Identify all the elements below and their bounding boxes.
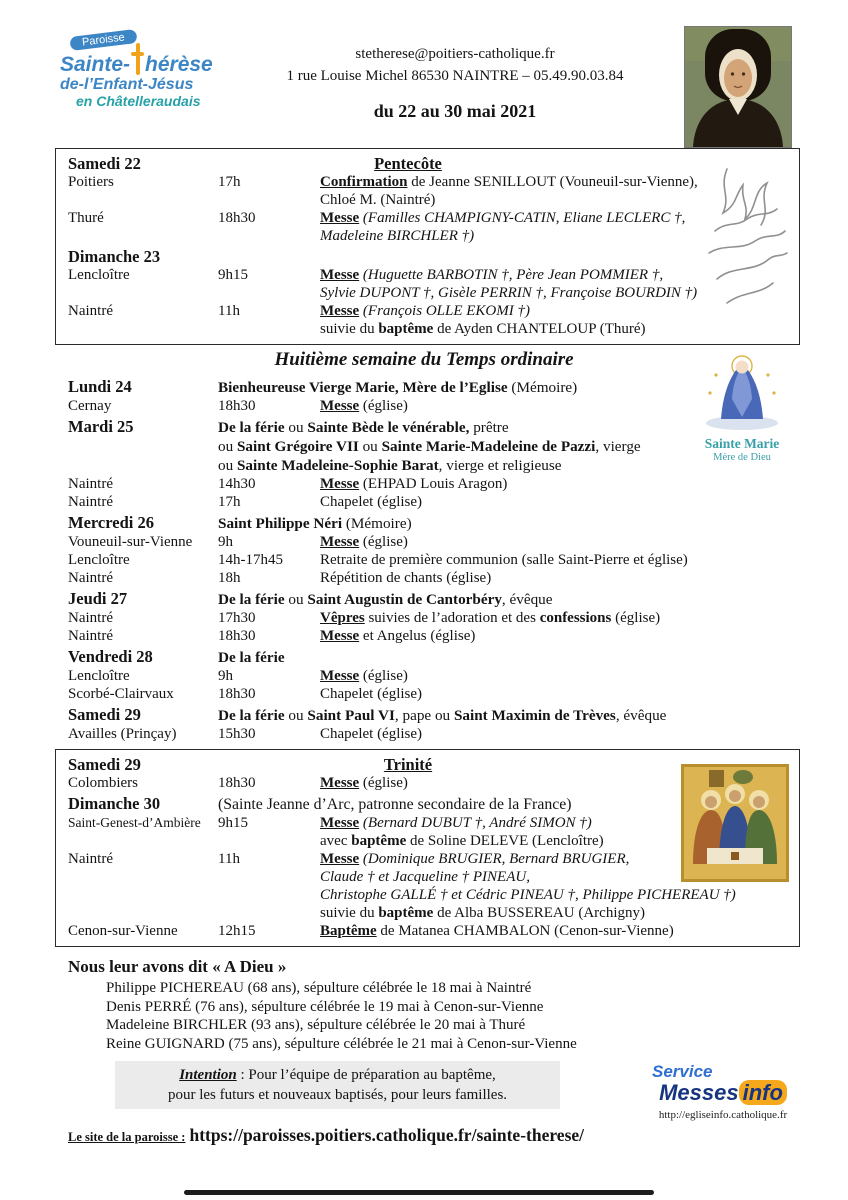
place: Lencloître [68, 552, 130, 568]
description-line [320, 667, 788, 685]
place: Naintré [68, 494, 113, 510]
intention-label: Intention [179, 1067, 237, 1083]
title-line [218, 418, 788, 437]
day-feast-title [218, 590, 788, 609]
messesinfo-service-text: Service [652, 1062, 713, 1081]
obituaries-heading: Nous leur avons dit « A Dieu » [68, 957, 287, 976]
schedule-row [68, 173, 787, 209]
description-line [320, 685, 788, 703]
day-header [68, 377, 788, 397]
text-segment: (église) [359, 398, 408, 414]
description [320, 173, 787, 209]
day-label: Vendredi 28 [68, 647, 153, 666]
text-segment: Chapelet (église) [320, 686, 423, 702]
title-line [218, 378, 788, 397]
text-segment: Confirmation [320, 174, 408, 190]
day-header [68, 755, 787, 774]
title-line [218, 437, 788, 456]
day-header [68, 589, 788, 609]
description-line [320, 832, 787, 850]
text-segment: Claude † et Jacqueline † PINEAU, [320, 869, 530, 885]
pentecost-schedule [68, 154, 787, 338]
trinity-schedule [68, 755, 787, 940]
saint-therese-photo [684, 26, 792, 148]
weekday-section [0, 373, 848, 745]
logo-name-pre: Sainte- [60, 52, 131, 76]
intention-line1 [123, 1065, 552, 1085]
title-line [218, 590, 788, 609]
place: Vouneuil-sur-Vienne [68, 534, 193, 550]
place: Naintré [68, 851, 113, 867]
time: 14h30 [218, 476, 256, 492]
text-segment: Messe [320, 303, 360, 319]
description-line [320, 533, 788, 551]
text-segment: (église) [611, 610, 661, 626]
place: Cernay [68, 398, 112, 414]
text-segment: suivie du [320, 905, 379, 921]
description [320, 397, 788, 415]
text-segment: , vierge [595, 438, 641, 455]
text-segment: De la férie [218, 649, 285, 666]
day-label: Mercredi 26 [68, 513, 154, 532]
day-feast-title [218, 514, 788, 533]
schedule-row [68, 922, 787, 940]
text-segment: Répétition de chants (église) [320, 570, 492, 586]
text-segment: Messe [320, 815, 360, 831]
place: Scorbé-Clairvaux [68, 686, 174, 702]
time: 18h [218, 570, 241, 586]
description-line [320, 850, 787, 868]
description-line [320, 886, 787, 904]
text-segment: Messe [320, 668, 360, 684]
day-header [68, 647, 788, 667]
section-feast-title [218, 154, 598, 173]
text-segment: (Dominique BRUGIER, Bernard BRUGIER, [362, 851, 630, 867]
schedule-row [68, 551, 788, 569]
text-segment: de Matanea CHAMBALON (Cenon-sur-Vienne) [376, 923, 674, 939]
parish-site-url[interactable]: https://paroisses.poitiers.catholique.fr/sainte-therese/ [189, 1125, 585, 1145]
place: Saint-Genest-d’Ambière [68, 815, 201, 830]
time: 9h [218, 534, 233, 550]
text-segment: ou [284, 707, 308, 724]
logo-subtitle: de-l’Enfant-Jésus [60, 76, 194, 94]
text-segment: Bienheureuse Vierge Marie, Mère de l’Eglise [218, 379, 508, 396]
day-feast-title [218, 418, 788, 475]
day-feast-title [218, 378, 788, 397]
obituaries-list [68, 979, 800, 1053]
description [320, 814, 787, 850]
place: Colombiers [68, 775, 138, 791]
text-segment: de Ayden CHANTELOUP (Thuré) [433, 321, 646, 337]
time: 18h30 [218, 628, 256, 644]
text-segment: (église) [359, 534, 408, 550]
schedule-row [68, 493, 788, 511]
logo-region: en Châtelleraudais [76, 93, 201, 110]
text-segment: Messe [320, 210, 360, 226]
time: 17h [218, 494, 241, 510]
day-label: Samedi 29 [68, 705, 141, 724]
day-header [68, 154, 787, 173]
text-segment: Sainte Marie-Madeleine de Pazzi [381, 438, 596, 455]
place: Thuré [68, 210, 104, 226]
schedule-row [68, 397, 788, 415]
place: Naintré [68, 476, 113, 492]
pentecost-section [55, 148, 800, 345]
intention-text2: pour les futurs et nouveaux baptisés, pour leurs familles. [167, 1087, 508, 1103]
text-segment: Chapelet (église) [320, 726, 423, 742]
description-line [320, 725, 788, 743]
text-segment: Madeleine BIRCHLER †) [320, 228, 475, 244]
text-segment: (Mémoire) [342, 515, 412, 532]
schedule-row [68, 569, 788, 587]
text-segment: Chloé M. (Naintré) [320, 192, 436, 208]
text-segment: Sainte Madeleine-Sophie Barat [236, 457, 439, 474]
text-segment: (église) [359, 775, 408, 791]
obituaries-section [0, 951, 848, 1053]
description-line [320, 302, 787, 320]
description [320, 475, 788, 493]
description [320, 627, 788, 645]
text-segment: Messe [320, 267, 360, 283]
intention-box [115, 1061, 560, 1109]
scan-edge-artifact [184, 1190, 654, 1195]
description [320, 569, 788, 587]
description [320, 667, 788, 685]
text-segment: ou [358, 438, 382, 455]
schedule-row [68, 814, 787, 850]
place: Cenon-sur-Vienne [68, 923, 178, 939]
text-segment: Messe [320, 398, 360, 414]
obituary-entry: Philippe PICHEREAU (68 ans), sépulture célébrée le 18 mai à Naintré [106, 980, 532, 996]
date-range: du 22 au 30 mai 2021 [373, 101, 537, 121]
parish-site-line [68, 1125, 584, 1146]
day-header [68, 513, 788, 533]
time: 18h30 [218, 210, 256, 226]
description [320, 850, 787, 922]
text-segment: Sainte Bède le vénérable, [307, 419, 470, 436]
text-segment: baptême [378, 321, 434, 337]
text-segment: Saint Paul VI [307, 707, 395, 724]
day-label: Samedi 22 [68, 154, 141, 173]
description [320, 209, 787, 245]
text-segment: baptême [351, 833, 407, 849]
time: 11h [218, 303, 240, 319]
description-line [320, 493, 788, 511]
text-segment: (Huguette BARBOTIN †, Père Jean POMMIER †, [362, 267, 664, 283]
weekday-schedule [68, 377, 788, 743]
description-line [320, 227, 787, 245]
parish-site-label: Le site de la paroisse : [68, 1130, 186, 1144]
text-segment: ou [284, 419, 308, 436]
text-segment: de Jeanne SENILLOUT (Vouneuil-sur-Vienne), [407, 174, 698, 190]
time: 15h30 [218, 726, 256, 742]
description-line [320, 173, 787, 191]
intention-text1: : Pour l’équipe de préparation au baptême, [236, 1067, 496, 1083]
description-line [320, 814, 787, 832]
day-inline-note: (Sainte Jeanne d’Arc, patronne secondaire de la France) [218, 796, 572, 813]
text-segment: (Bernard DUBUT †, André SIMON †) [362, 815, 592, 831]
text-segment: (François OLLE EKOMI †) [362, 303, 530, 319]
description-line [320, 209, 787, 227]
text-segment: Messe [320, 851, 360, 867]
description-line [320, 904, 787, 922]
description-line [320, 609, 788, 627]
description-line [320, 774, 787, 792]
description [320, 551, 788, 569]
text-segment: Messe [320, 534, 360, 550]
place: Naintré [68, 570, 113, 586]
messesinfo-info-badge: info [739, 1080, 787, 1105]
text-segment: (EHPAD Louis Aragon) [359, 476, 508, 492]
schedule-row [68, 627, 788, 645]
description [320, 533, 788, 551]
time: 18h30 [218, 686, 256, 702]
trinity-section [55, 749, 800, 947]
text-segment: prêtre [469, 419, 509, 436]
section-feast-title [218, 755, 598, 774]
time: 14h-17h45 [218, 552, 283, 568]
text-segment: Pentecôte [374, 154, 442, 173]
description-line [320, 569, 788, 587]
time: 11h [218, 851, 240, 867]
title-line [218, 456, 788, 475]
mary-caption-line2: Mère de Dieu [713, 452, 771, 463]
logo-name-post: hérèse [145, 52, 213, 76]
description-line [320, 922, 787, 940]
text-segment: (Mémoire) [507, 379, 578, 396]
text-segment: confessions [539, 610, 612, 626]
text-segment: De la férie [218, 419, 285, 436]
place: Lencloître [68, 267, 130, 283]
text-segment: Chapelet (église) [320, 494, 423, 510]
text-segment: Sylvie DUPONT †, Gisèle PERRIN †, Françoise BOURDIN †) [320, 285, 698, 301]
text-segment: De la férie [218, 707, 285, 724]
messesinfo-logo [638, 1063, 808, 1121]
time: 9h15 [218, 267, 248, 283]
text-segment: Vêpres [320, 610, 365, 626]
schedule-row [68, 667, 788, 685]
description-line [320, 475, 788, 493]
schedule-row [68, 266, 787, 302]
contact-address: 1 rue Louise Michel 86530 NAINTRE – 05.49.90.03.84 [286, 68, 624, 84]
text-segment: Retraite de première communion (salle Saint-Pierre et église) [320, 552, 688, 568]
text-segment: Saint Grégoire VII [236, 438, 359, 455]
text-segment: Saint Maximin de Trèves [453, 707, 616, 724]
title-line [218, 706, 788, 725]
description-line [320, 627, 788, 645]
description [320, 774, 787, 792]
text-segment: De la férie [218, 591, 285, 608]
text-segment: de Alba BUSSEREAU (Archigny) [433, 905, 645, 921]
text-segment: Messe [320, 775, 360, 791]
obituary-entry: Madeleine BIRCHLER (93 ans), sépulture célébrée le 20 mai à Thuré [106, 1017, 526, 1033]
text-segment: baptême [378, 905, 434, 921]
description-line [320, 320, 787, 338]
text-segment: Messe [320, 476, 360, 492]
messesinfo-messes-text: Messes [659, 1080, 739, 1105]
text-segment: Messe [320, 628, 360, 644]
text-segment: (Familles CHAMPIGNY-CATIN, Eliane LECLERC †, [362, 210, 686, 226]
day-label: Samedi 29 [68, 755, 141, 774]
text-segment: Christophe GALLÉ † et Cédric PINEAU †, Philippe PICHEREAU †) [320, 887, 736, 903]
schedule-row [68, 685, 788, 703]
time: 9h [218, 668, 233, 684]
day-feast-title [218, 706, 788, 725]
description-line [320, 868, 787, 886]
week-heading: Huitième semaine du Temps ordinaire [274, 349, 574, 370]
description-line [320, 397, 788, 415]
place: Naintré [68, 628, 113, 644]
saint-therese-portrait-art [685, 27, 791, 147]
day-label: Dimanche 30 [68, 794, 161, 813]
description [320, 685, 788, 703]
day-header [68, 247, 787, 266]
day-feast-title [218, 648, 788, 667]
obituary-entry: Denis PERRÉ (76 ans), sépulture célébrée le 19 mai à Cenon-sur-Vienne [106, 998, 544, 1015]
text-segment: ou [284, 591, 308, 608]
logo-paroisse-ribbon: Paroisse [69, 29, 137, 51]
description-line [320, 191, 787, 209]
schedule-row [68, 209, 787, 245]
time: 9h15 [218, 815, 248, 831]
schedule-row [68, 725, 788, 743]
text-segment: , évêque [615, 707, 667, 724]
day-label: Jeudi 27 [68, 589, 128, 608]
text-segment: , pape ou [394, 707, 454, 724]
description-line [320, 266, 787, 284]
time: 18h30 [218, 775, 256, 791]
text-segment: Trinité [383, 755, 433, 774]
text-segment: de Soline DELEVE (Lencloître) [406, 833, 604, 849]
day-header [68, 417, 788, 475]
description [320, 922, 787, 940]
description [320, 266, 787, 302]
description-line [320, 551, 788, 569]
place: Availles (Prinçay) [68, 726, 177, 742]
messesinfo-wordmark [638, 1081, 808, 1105]
text-segment: Saint Philippe Néri [218, 515, 343, 532]
mary-caption-line1: Sainte Marie [704, 436, 780, 451]
text-segment: suivies de l’adoration et des [364, 610, 540, 626]
schedule-row [68, 609, 788, 627]
text-segment: avec [320, 833, 352, 849]
text-segment: ou [218, 457, 237, 474]
day-label: Dimanche 23 [68, 247, 161, 266]
time: 18h30 [218, 398, 256, 414]
contact-email[interactable]: stetherese@poitiers-catholique.fr [355, 46, 555, 62]
place: Poitiers [68, 174, 114, 190]
text-segment: ou [218, 438, 237, 455]
parish-logo [60, 30, 270, 110]
bottom-band [0, 1061, 848, 1181]
obituary-entry: Reine GUIGNARD (75 ans), sépulture célébrée le 21 mai à Cenon-sur-Vienne [106, 1035, 577, 1052]
schedule-row [68, 774, 787, 792]
place: Lencloître [68, 668, 130, 684]
text-segment: Saint Augustin de Cantorbéry [307, 591, 502, 608]
text-segment: , évêque [501, 591, 553, 608]
messesinfo-url: http://egliseinfo.catholique.fr [658, 1109, 788, 1121]
schedule-row [68, 533, 788, 551]
description [320, 493, 788, 511]
description-line [320, 284, 787, 302]
text-segment: Baptême [320, 923, 377, 939]
day-header [68, 705, 788, 725]
place: Naintré [68, 610, 113, 626]
text-segment: suivie du [320, 321, 379, 337]
schedule-row [68, 302, 787, 338]
time: 17h [218, 174, 241, 190]
description [320, 725, 788, 743]
day-label: Lundi 24 [68, 377, 132, 396]
header [0, 0, 848, 148]
day-header [68, 794, 787, 814]
text-segment: et Angelus (église) [359, 628, 476, 644]
description [320, 609, 788, 627]
place: Naintré [68, 303, 113, 319]
description [320, 302, 787, 338]
time: 17h30 [218, 610, 256, 626]
schedule-row [68, 475, 788, 493]
title-line [218, 514, 788, 533]
logo-parish-name [60, 49, 270, 77]
time: 12h15 [218, 923, 256, 939]
title-line [218, 648, 788, 667]
text-segment: (église) [359, 668, 408, 684]
header-contact [240, 46, 670, 122]
text-segment: , vierge et religieuse [438, 457, 562, 474]
day-label: Mardi 25 [68, 417, 134, 436]
cross-icon [131, 49, 144, 75]
schedule-row [68, 850, 787, 922]
